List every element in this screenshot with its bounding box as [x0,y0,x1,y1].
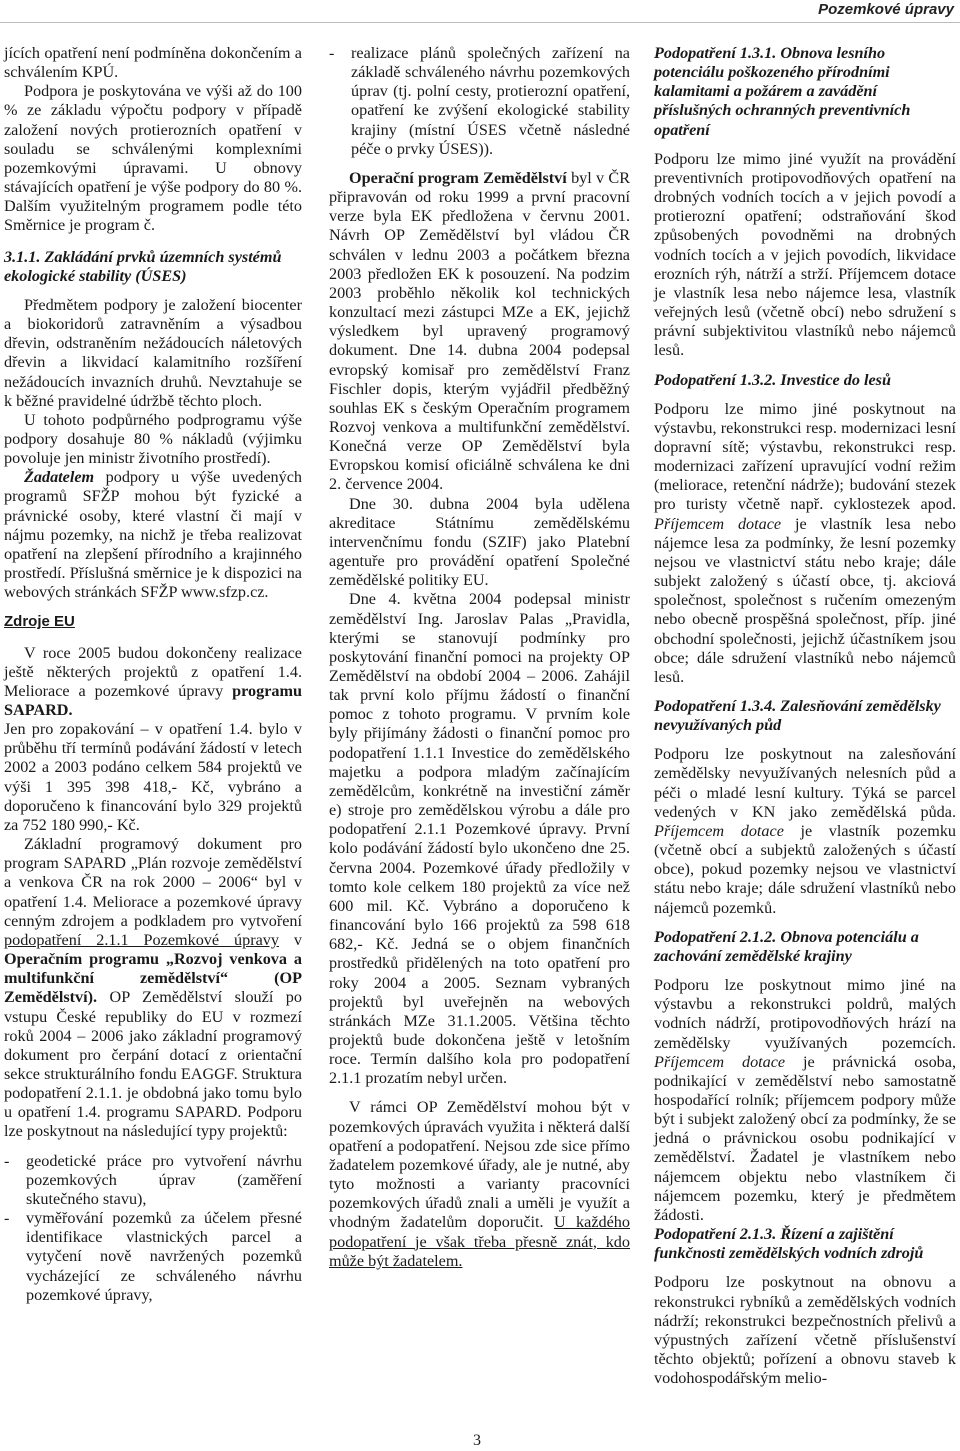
column-2 [329,44,630,1271]
paragraph: U tohoto podpůrného podprogramu výše podpory dosahuje 80 % nákladů (výjimku povoluje jen ministr životního prostředí). [4,410,302,468]
paragraph: jících opatření není podmíněna dokončením a schválením KPÚ. [4,44,302,82]
text-run: Podporu lze poskytnout mimo jiné na výstavbu a rekonstrukci poldrů, malých vodních nádrží, protipovodňových hrází na zemědělsky využívaných pozemcích. [654,976,956,1052]
text-run: V rámci OP Zemědělství mohou být v pozemkových úpravách využita i některá další opatření a podopatření. Nejsou zde sice přímo žadatelem pozemkové úřady, ale je nutné, aby tyto možnosti a varianty pracovníci pozemkových úřadů znali a uměli je využít a vhodným žadatelům doporučit. [329,1098,630,1232]
text-run: byl v ČR připravován od roku 1999 a první pracovní verze byla EK předložena v červnu 2001. Návrh OP Zemědělství byl vládou ČR schválen v lednu 2003 a počátkem března 2003 předložen EK k posouzení. Na podzim 2003 proběhlo několik kol technických konzultací mezi zástupci MZe a EK, jejichž výsledkem byl upravený programový dokument. Dne 14. dubna 2004 podepsal evropský komisař pro zemědělství Franz Fischler dopis, kterým vyjádřil předběžný souhlas EK s českým Operačním programem Rozvoj venkova a multifunkční zemědělství. Konečná verze OP Zemědělství byla Evropskou komisí oficiálně schválena ke dni 2. července 2004. [329,168,630,494]
emphasis: Žadatelem [24,468,95,487]
paragraph: Jen pro zopakování – v opatření 1.4. bylo v průběhu tří termínů podávání žádostí v letech 2002 a 2003 podáno celkem 584 projektů ve výši 1 395 398 418,- Kč, vybráno a doporučeno k financování bylo 329 projektů za 752 180 990,- Kč. [4,720,302,834]
text-run: Podporu lze mimo jiné poskytnout na výstavbu, rekonstrukci resp. modernizaci lesní dopravní sítě; výstavbu, rekonstrukci resp. modernizaci zařízení upravující vodní režim (meliorace, retenční nádrže); budování stezek pro turisty včetně např. cyklostezek apod. [654,399,956,514]
dash-bullet: - [4,1151,10,1170]
list-item-text: geodetické práce pro vytvoření návrhu pozemkových úprav (zaměření skutečného stavu), [26,1151,302,1208]
paragraph [4,644,302,721]
underlined-text: U každého podopatření je však třeba přesně znát, kdo může být žadatelem. [329,1213,630,1270]
list-item [329,44,630,159]
list-item [4,1209,302,1305]
text-run: Podporu lze poskytnout na zalesňování zemědělsky nevyužívaných nelesních půd a péči o mladé lesní kultury. Týká se parcel vedených v KN jako zemědělská půda. [654,745,956,821]
paragraph [654,745,956,917]
emphasis: Příjemcem dotace [654,821,784,840]
list-item-text: realizace plánů společných zařízení na základě schváleného návrhu pozemkových úprav (tj. polní cesty, protierozní opatření, opatření ke zvýšení ekologické stability krajiny (místní ÚSES včetně následné péče o prvky ÚSES)). [351,44,630,158]
underlined-text: podopatření 2.1.1 Pozemkové úpravy [4,930,279,949]
paragraph [329,169,630,495]
paragraph: Podpora je poskytována ve výši až do 100 % ze základu výpočtu podpory v případě založení nových protierozních opatření v souladu se schválenými komplexními pozemkovými úpravami. U obnovy stávajících opatření je výše podpory do 80 %. Dalším využitelným programem podle této Směrnice je program č. [4,82,302,235]
text-run: OP Zemědělství slouží po vstupu České republiky do EU v rozmezí roků 2004 – 2006 jako základní programový dokument pro čerpání dotací z orientační sekce strukturálního fondu EAGGF. Struktura podopatření 2.1.1. je obdobná jako tomu bylo u opatření 1.4. programu SAPARD. Podporu lze poskytnout na následující typy projektů: [4,988,302,1141]
paragraph: Předmětem podpory je založení biocenter a biokoridorů zatravněním a výsadbou dřevin, odstraněním nežádoucích náletových dřevin a likvidací kalamitního rozšíření nežádoucích invazních druhů. Nevztahuje se k běžné pravidelné údržbě těchto ploch. [4,295,302,410]
list-item-text: vyměřování pozemků za účelem přesné identifikace vlastnických parcel a vytyčení nově navržených pozemků vycházející ze schváleného návrhu pozemkové úpravy, [26,1209,302,1304]
section-heading: Podopatření 1.3.2. Investice do lesů [654,370,891,389]
section-heading: 3.1.1. Zakládání prvků územních systémů ekologické stability (ÚSES) [4,247,282,285]
text-run: podpory u výše uvedených programů SFŽP mohou být fyzické a právnické osoby, které vlastní či mají v nájmu pozemky, na nichž je třeba realizovat opatření na zlepšení přírodního a krajinného prostředí. Příslušná směrnice je k dispozici na webových stránkách SFŽP www.sfzp.cz. [4,468,302,602]
paragraph: Podporu lze mimo jiné využít na provádění preventivních protipovodňových opatření na drobných vodních tocích a v jejich povodí a protierozní opatření; odstraňování škod způsobených povodněmi na drobných vodních tocích a v jejich povodích, likvidace erozních rýh, nátrží a strží. Příjemcem dotace je vlastník lesa nebo nájemce lesa, vlastník veřejných lesů (včetně obcí) nebo sdružení s právní subjektivitou vlastníků nebo nájemců lesů. [654,149,956,360]
dash-bullet: - [4,1209,10,1228]
column-1 [4,44,302,1305]
section-heading: Podopatření 2.1.3. Řízení a zajištění funkčnosti zemědělských vodních zdrojů [654,1225,924,1263]
dash-bullet: - [329,44,335,62]
emphasis: Příjemcem dotace [654,514,782,533]
page-number: 3 [473,1432,481,1449]
paragraph [329,1098,630,1270]
emphasis: Operačním programu „Rozvoj venkova a multifunkční zemědělství“ (OP Zemědělství). [4,950,302,1007]
page-header [0,0,960,23]
paragraph [4,835,302,1142]
column-3 [654,44,956,1388]
emphasis: Operační program Zemědělství [349,168,567,187]
paragraph [654,976,956,1225]
text-run: je vlastník pozemku (včetně obcí a subjektů založených s účastí obce), pokud pozemky nejsou ve vlastnictví státu nebo kraje; dále sdružení vlastníků nebo nájemců pozemků. [654,821,957,917]
paragraph: Dne 30. dubna 2004 byla udělena akreditace Státnímu zemědělskému intervenčnímu fondu (SZIF) jako Platební agentuře pro provádění opatření Společné zemědělské politiky EU. [329,494,630,590]
section-heading: Podopatření 1.3.1. Obnova lesního potenciálu poškozeného přírodními kalamitami a požárem a zavádění příslušných ochranných preventivních opatření [654,44,911,139]
text-run: je právnická osoba, podnikající v zemědělství nebo samostatně hospodařící rolník; příjemcem podpory může být i subjekt založený obcí za podmínky, že se jedná o právnickou osobu podnikající v zemědělství. Žadatel je vlastníkem nebo nájemcem objektu nebo vlastníkem či nájemcem pozemku, který je předmětem žádosti. [654,1052,957,1224]
text-run: v [278,930,302,949]
text-run: V roce 2005 budou dokončeny realizace ještě některých projektů z opatření 1.4. Meliorace a pozemkové úpravy [4,643,302,700]
text-run: Základní programový dokument pro program SAPARD „Plán rozvoje zemědělství a venkova ČR na rok 2000 – 2006“ byl v opatření 1.4. Meliorace a pozemkové úpravy cenným zdrojem a podkladem pro vytvoření [4,835,302,930]
emphasis: programu SAPARD. [4,681,302,719]
section-heading: Podopatření 1.3.4. Zalesňování zemědělsky nevyužívaných půd [654,697,941,735]
section-heading-zdroje-eu: Zdroje EU [4,613,75,631]
section-heading: Podopatření 2.1.2. Obnova potenciálu a zachování zemědělské krajiny [654,927,919,965]
list-item [4,1152,302,1209]
paragraph [654,400,956,687]
paragraph: Podporu lze poskytnout na obnovu a rekonstrukci rybníků a zemědělských vodních nádrží; rekonstrukci bezpečnostních přelivů a výpustných zařízení včetně příslušenství těchto objektů; pořízení a obnovu staveb k vodohospodářským melio- [654,1273,956,1388]
emphasis: Příjemcem dotace [654,1052,786,1071]
paragraph [4,468,302,602]
running-title: Pozemkové úpravy [818,1,954,18]
text-run: je vlastník lesa nebo nájemce lesa za podmínky, že lesní pozemky nejsou ve vlastnictví státu nebo kraje; dále subjekt založený s účastí obce, tj. akciová společnost, společnost s ručením omezeným nebo obecně prospěšná společnost, příp. jiné obchodní společnosti, jejichž účastníkem jsou obce; dále sdružení vlastníků nebo nájemců lesů. [654,514,957,686]
paragraph: Dne 4. května 2004 podepsal ministr zemědělství Ing. Jaroslav Palas „Pravidla, kterými se stanovují podmínky pro poskytování finanční pomoci na projekty OP Zemědělství na období 2004 – 2006. Zahájil tak první kolo příjmu žádostí o finanční pomoc z tohoto programu. V prvním kole byly přijímány žádosti o finanční pomoc pro podopatření 1.1.1 Investice do zemědělského majetku a podpora mladým začínajícím zemědělcům, konkrétně na investiční záměr e) stroje pro zemědělskou výrobu a dále pro podopatření 2.1.1 Pozemkové úpravy. První kolo podávání žádostí bylo ukončeno dne 25. června 2004. Pozemkové úřady předložily v tomto kole celkem 180 projektů za více než 600 mil. Kč. Vybráno a doporučeno k financování bylo 166 projektů za 598 618 682,- Kč. Jedná se o objem finančních prostředků přidělených na toto opatření pro roky 2004 a 2005. Seznam vybraných projektů byl uveřejněn na webových stránkách MZe 31.1.2005. Většina těchto projektů bude dokončena ještě v letošním roce. Termín dalšího kola pro podopatření 2.1.1 prozatím nebyl určen. [329,590,630,1088]
